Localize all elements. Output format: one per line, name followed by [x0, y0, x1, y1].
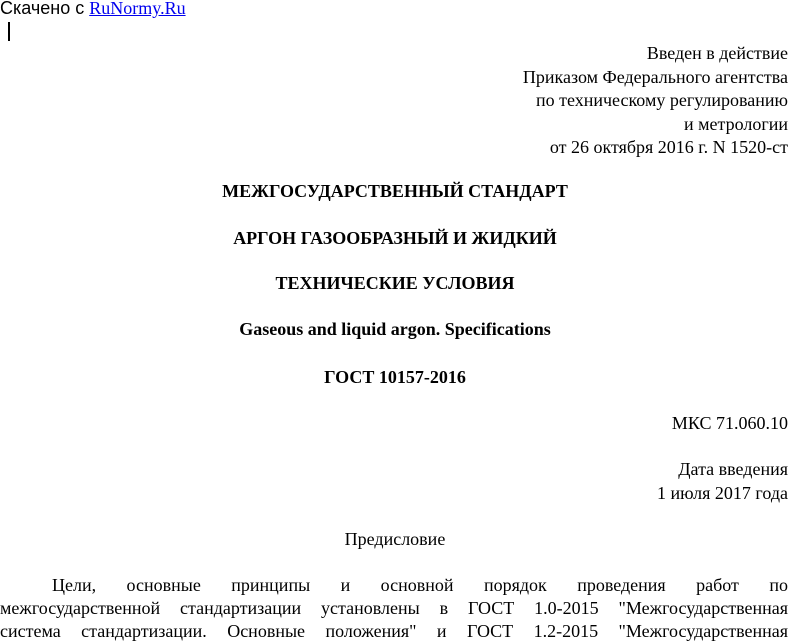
source-prefix: Скачено с — [0, 0, 90, 18]
approval-line: Введен в действие — [646, 43, 788, 63]
approval-line: по техническому регулированию — [535, 90, 788, 110]
standard-name-ru: АРГОН ГАЗООБРАЗНЫЙ И ЖИДКИЙ — [233, 228, 557, 248]
approval-block — [523, 42, 788, 160]
standard-subtitle-ru: ТЕХНИЧЕСКИЕ УСЛОВИЯ — [275, 273, 515, 293]
mks-code: МКС 71.060.10 — [671, 413, 788, 433]
source-line — [0, 0, 186, 20]
introduction-date-value: 1 июля 2017 года — [657, 482, 788, 503]
approval-line: и метрологии — [684, 113, 788, 134]
standard-designation: ГОСТ 10157-2016 — [324, 367, 466, 387]
standard-type-heading: МЕЖГОСУДАРСТВЕННЫЙ СТАНДАРТ — [222, 181, 568, 201]
paragraph-line: Цели, основные принципы и основной порядок проведения работ по — [52, 575, 788, 595]
paragraph-line: система стандартизации. Основные положения" и ГОСТ 1.2-2015 "Межгосударственная — [0, 621, 788, 641]
paragraph-line: межгосударственной стандартизации установлены в ГОСТ 1.0-2015 "Межгосударственная — [0, 598, 788, 618]
introduction-date-label: Дата введения — [678, 459, 788, 479]
foreword-heading: Предисловие — [344, 529, 446, 549]
approval-line: Приказом Федерального агентства — [522, 66, 788, 87]
source-link[interactable]: RuNormy.Ru — [89, 0, 186, 18]
foreword-paragraph — [0, 574, 788, 643]
standard-name-en: Gaseous and liquid argon. Specifications — [239, 319, 551, 339]
introduction-date-block — [657, 458, 788, 505]
text-cursor — [8, 22, 10, 41]
approval-line: от 26 октября 2016 г. N 1520-ст — [549, 137, 788, 157]
